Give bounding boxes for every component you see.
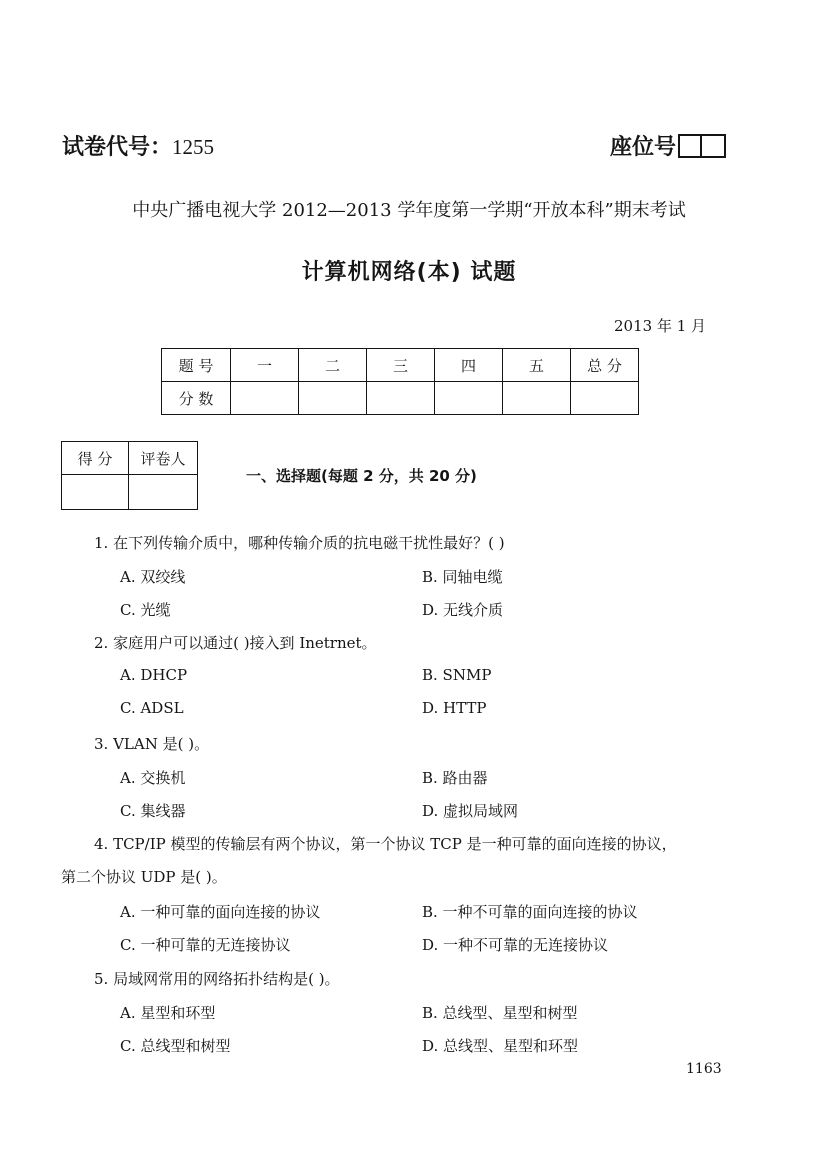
question-option: C. 总线型和树型 xyxy=(120,1037,231,1055)
question-option: C. 一种可靠的无连接协议 xyxy=(120,936,291,954)
score-table-score-row xyxy=(162,382,639,415)
question-option: B. 路由器 xyxy=(422,769,488,787)
score-table-col-2: 二 xyxy=(299,349,367,382)
paper-code-label: 试卷代号： xyxy=(62,135,173,160)
score-table-col-1: 一 xyxy=(231,349,299,382)
paper-code xyxy=(62,130,214,161)
university-line: 中央广播电视大学 2012—2013 学年度第一学期“开放本科”期末考试 xyxy=(132,200,686,221)
seat-box-1[interactable] xyxy=(678,134,702,158)
question-stem-continued: 第二个协议 UDP 是( )。 xyxy=(61,868,227,886)
question-option: D. 一种不可靠的无连接协议 xyxy=(422,936,609,954)
question-option: D. HTTP xyxy=(422,699,487,717)
grader-score-label: 得 分 xyxy=(62,442,129,475)
score-cell[interactable] xyxy=(503,382,571,415)
score-table-col-5: 五 xyxy=(503,349,571,382)
section-title: 一、选择题(每题 2 分，共 20 分) xyxy=(246,467,477,485)
grader-score-cell[interactable] xyxy=(62,475,129,510)
question-stem: 5. 局域网常用的网络拓扑结构是( )。 xyxy=(94,970,340,988)
question-option: A. 双绞线 xyxy=(120,568,186,586)
exam-date: 2013 年 1 月 xyxy=(614,317,707,335)
grader-name-cell[interactable] xyxy=(129,475,198,510)
question-option: A. 一种可靠的面向连接的协议 xyxy=(120,903,321,921)
score-table-col-3: 三 xyxy=(367,349,435,382)
page-number: 1163 xyxy=(686,1061,722,1077)
question-stem: 2. 家庭用户可以通过( )接入到 Inetrnet。 xyxy=(94,634,377,652)
question-option: D. 虚拟局域网 xyxy=(422,802,519,820)
question-option: A. 交换机 xyxy=(120,769,186,787)
score-cell[interactable] xyxy=(367,382,435,415)
score-table-col-total: 总 分 xyxy=(571,349,639,382)
seat-number-boxes[interactable] xyxy=(678,134,726,158)
question-option: B. 总线型、星型和树型 xyxy=(422,1004,578,1022)
exam-title: 计算机网络(本) 试题 xyxy=(301,260,517,285)
score-table-header-row xyxy=(162,349,639,382)
seat-number xyxy=(610,130,726,161)
question-option: A. DHCP xyxy=(120,666,188,684)
question-option: A. 星型和环型 xyxy=(120,1004,216,1022)
question-option: C. 集线器 xyxy=(120,802,186,820)
question-option: C. ADSL xyxy=(120,699,184,717)
score-table-col-4: 四 xyxy=(435,349,503,382)
score-cell[interactable] xyxy=(435,382,503,415)
grader-box xyxy=(61,441,198,510)
question-option: D. 无线介质 xyxy=(422,601,504,619)
grader-name-label: 评卷人 xyxy=(129,442,198,475)
score-table-score-label: 分 数 xyxy=(162,382,231,415)
paper-code-number: 1255 xyxy=(172,135,215,159)
question-stem: 4. TCP/IP 模型的传输层有两个协议，第一个协议 TCP 是一种可靠的面向连接的协议， xyxy=(94,835,677,853)
score-cell-total[interactable] xyxy=(571,382,639,415)
question-option: B. 同轴电缆 xyxy=(422,568,503,586)
score-table xyxy=(161,348,639,415)
question-stem: 1. 在下列传输介质中，哪种传输介质的抗电磁干扰性最好？( ) xyxy=(94,534,505,552)
score-table-header-label: 题 号 xyxy=(162,349,231,382)
score-cell[interactable] xyxy=(299,382,367,415)
seat-box-2[interactable] xyxy=(702,134,726,158)
question-stem: 3. VLAN 是( )。 xyxy=(94,735,210,753)
score-cell[interactable] xyxy=(231,382,299,415)
question-option: B. 一种不可靠的面向连接的协议 xyxy=(422,903,638,921)
question-option: C. 光缆 xyxy=(120,601,171,619)
seat-number-label: 座位号 xyxy=(610,135,677,160)
question-option: B. SNMP xyxy=(422,666,492,684)
question-option: D. 总线型、星型和环型 xyxy=(422,1037,579,1055)
